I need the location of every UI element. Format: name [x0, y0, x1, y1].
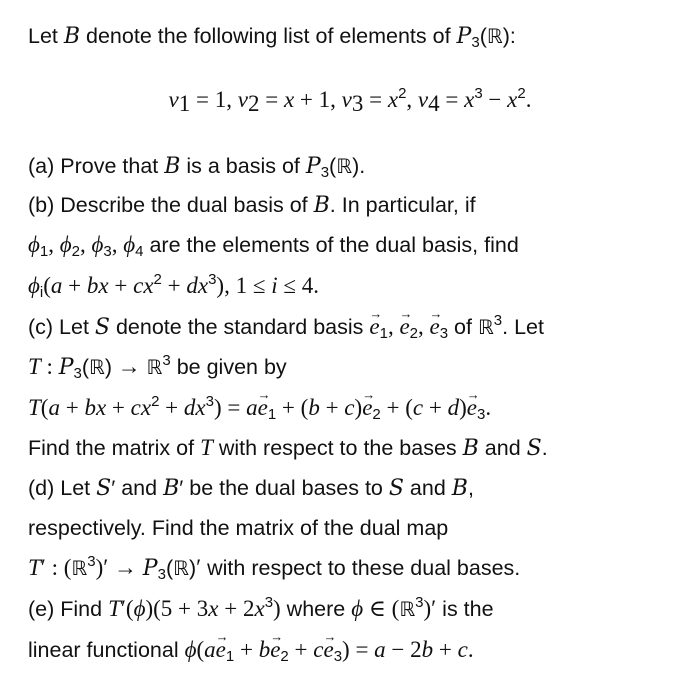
part-b-line-2: $\phi_1$, $\phi_2$, $\phi_3$, $\phi_4$ are the elements of the dual basis, find — [28, 232, 519, 260]
part-d-line-1: (d) Let S′ and B′ be the dual bases to S and B, — [28, 476, 474, 501]
part-e-line-1: (e) Find $T'(\phi)(5 + 3x + 2x^3)$ where ϕ ∈ (ℝ$^3$)′ is the — [28, 594, 494, 621]
vectors-equation: $v_1 = 1$, $v_2 = x + 1$, $v_3 = x^2$, $v_4 = x^3 - x^2$. — [168, 85, 532, 116]
part-b-line-3: $\phi_i(a$ + bx + $cx^2 + dx^3$), 1 ≤ i ≤ 4. — [28, 271, 319, 301]
part-b-line-1: (b) Describe the dual basis of B. In particular, if — [28, 193, 476, 218]
intro-text: Let B denote the following list of elements of $P_3(ℝ)$: — [28, 24, 516, 51]
part-c-line-2: T : $P_3(ℝ)$ → ℝ$^3$ be given by — [28, 352, 287, 382]
part-c-line-4: Find the matrix of T with respect to the bases B and S. — [28, 435, 548, 461]
part-d-line-3: T′ : (ℝ$^3$)′ → $P_3(ℝ)'$ with respect to these dual bases. — [28, 553, 521, 583]
part-c-line-1: (c) Let S denote the standard basis → $e_1$, → $e_2$, → $e_3$ of ℝ$^3$. Let — [28, 313, 544, 342]
intro-line — [28, 22, 516, 51]
part-a: (a) Prove that B is a basis of $P_3(ℝ)$. — [28, 154, 366, 181]
part-c-line-3: T(a + bx + $cx^2 + dx^3) = a\to e_1 + (b + c)\to e_2 + (c + d)\to e_3$. — [28, 394, 491, 422]
part-d-line-2: respectively. Find the matrix of the dual map — [28, 516, 449, 540]
part-e-line-2: linear functional $\phi(a\to e_1 + b\to e_2 + c\to e_3) = a - 2b + c$. — [28, 636, 474, 664]
